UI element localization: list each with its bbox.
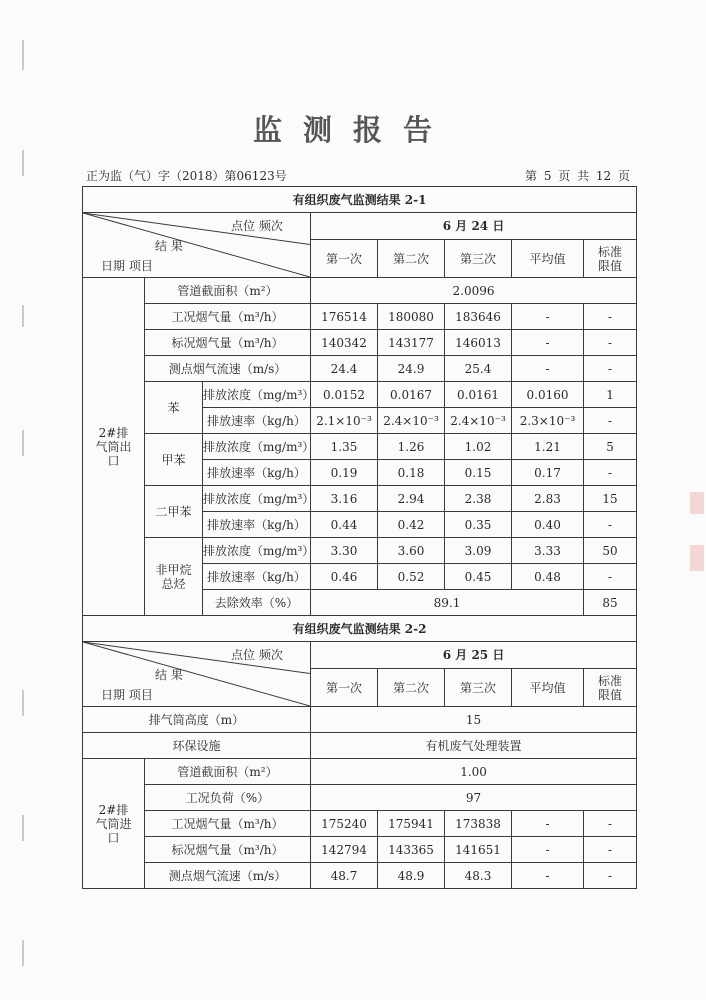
margin-mark — [22, 690, 24, 716]
page-info: 第 5 页 共 12 页 — [525, 169, 630, 183]
cell: - — [584, 863, 637, 889]
row-label: 工况烟气量（m³/h） — [145, 811, 311, 837]
row-label: 排放浓度（mg/m³） — [203, 538, 311, 564]
cell: - — [512, 863, 584, 889]
cell: 2.4×10⁻³ — [378, 408, 445, 434]
cell: - — [584, 460, 637, 486]
cell: 2.3×10⁻³ — [512, 408, 584, 434]
site-label: 2#排气筒出口 — [83, 278, 145, 616]
header-date: 日期 项目 — [101, 688, 153, 702]
cell: 0.45 — [445, 564, 512, 590]
cell: 3.09 — [445, 538, 512, 564]
cell: 0.15 — [445, 460, 512, 486]
cell: 1.35 — [311, 434, 378, 460]
pollutant-name: 苯 — [145, 382, 203, 434]
cell: - — [512, 356, 584, 382]
cell: 48.9 — [378, 863, 445, 889]
cell: 0.0167 — [378, 382, 445, 408]
row-label: 工况烟气量（m³/h） — [145, 304, 311, 330]
cell: - — [584, 811, 637, 837]
cell: 0.46 — [311, 564, 378, 590]
cell: 0.44 — [311, 512, 378, 538]
cell: 142794 — [311, 837, 378, 863]
margin-mark — [22, 305, 24, 327]
pollutant-name: 二甲苯 — [145, 486, 203, 538]
cell: 50 — [584, 538, 637, 564]
cell: 2.4×10⁻³ — [445, 408, 512, 434]
monitoring-results-table — [82, 186, 637, 889]
cell: 3.30 — [311, 538, 378, 564]
row-label: 排放浓度（mg/m³） — [203, 486, 311, 512]
column-header: 标准限值 — [584, 669, 637, 707]
cell: 1.26 — [378, 434, 445, 460]
cell: 146013 — [445, 330, 512, 356]
cell: 0.42 — [378, 512, 445, 538]
cell: 2.83 — [512, 486, 584, 512]
date-cell: 6 月 25 日 — [311, 642, 637, 669]
cell: - — [512, 304, 584, 330]
cell: 97 — [311, 785, 637, 811]
cell: - — [512, 330, 584, 356]
row-label: 排放浓度（mg/m³） — [203, 382, 311, 408]
row-label: 排气筒高度（m） — [83, 707, 311, 733]
row-label: 环保设施 — [83, 733, 311, 759]
cell: 0.48 — [512, 564, 584, 590]
cell: 2.0096 — [311, 278, 637, 304]
cell: 2.94 — [378, 486, 445, 512]
diagonal-header — [83, 642, 311, 707]
column-header: 标准限值 — [584, 240, 637, 278]
cell: 140342 — [311, 330, 378, 356]
cell: 3.33 — [512, 538, 584, 564]
cell: 5 — [584, 434, 637, 460]
row-label: 标况烟气量（m³/h） — [145, 837, 311, 863]
row-label: 管道截面积（m²） — [145, 278, 311, 304]
cell: 有机废气处理装置 — [311, 733, 637, 759]
cell: 0.0161 — [445, 382, 512, 408]
cell: 0.0152 — [311, 382, 378, 408]
header-frequency: 点位 频次 — [231, 219, 283, 233]
site-label: 2#排气筒进口 — [83, 759, 145, 889]
cell: 48.7 — [311, 863, 378, 889]
cell: 141651 — [445, 837, 512, 863]
cell: 143177 — [378, 330, 445, 356]
section-title-2-2: 有组织废气监测结果 2-2 — [83, 616, 637, 642]
cell: 183646 — [445, 304, 512, 330]
column-header: 平均值 — [512, 669, 584, 707]
cell: 3.60 — [378, 538, 445, 564]
date-cell: 6 月 24 日 — [311, 213, 637, 240]
cell: 2.1×10⁻³ — [311, 408, 378, 434]
diagonal-header — [83, 213, 311, 278]
row-label: 管道截面积（m²） — [145, 759, 311, 785]
margin-mark — [22, 815, 24, 841]
column-header: 第一次 — [311, 669, 378, 707]
cell: 0.0160 — [512, 382, 584, 408]
row-label: 排放浓度（mg/m³） — [203, 434, 311, 460]
margin-mark — [22, 150, 24, 176]
cell: 176514 — [311, 304, 378, 330]
cell: 89.1 — [311, 590, 584, 616]
margin-mark — [22, 40, 24, 70]
pollutant-name: 非甲烷总烃 — [145, 538, 203, 616]
column-header: 第三次 — [445, 669, 512, 707]
column-header: 第三次 — [445, 240, 512, 278]
row-label: 排放速率（kg/h） — [203, 408, 311, 434]
cell: - — [584, 512, 637, 538]
header-date: 日期 项目 — [101, 259, 153, 273]
cell: 0.18 — [378, 460, 445, 486]
cell: 180080 — [378, 304, 445, 330]
header-result: 结 果 — [155, 239, 183, 253]
cell: 175941 — [378, 811, 445, 837]
column-header: 第二次 — [378, 240, 445, 278]
seal-fragment — [690, 492, 704, 514]
cell: 48.3 — [445, 863, 512, 889]
cell: 1.21 — [512, 434, 584, 460]
margin-mark — [22, 940, 24, 966]
cell: 15 — [584, 486, 637, 512]
report-title: 监测报告 — [252, 113, 453, 147]
section-title-2-1: 有组织废气监测结果 2-1 — [83, 187, 637, 213]
row-label: 测点烟气流速（m/s） — [145, 356, 311, 382]
cell: 0.40 — [512, 512, 584, 538]
cell: 24.9 — [378, 356, 445, 382]
cell: - — [584, 564, 637, 590]
row-label: 排放速率（kg/h） — [203, 512, 311, 538]
cell: - — [512, 837, 584, 863]
cell: 173838 — [445, 811, 512, 837]
row-label: 排放速率（kg/h） — [203, 460, 311, 486]
margin-mark — [22, 430, 24, 456]
cell: 1.02 — [445, 434, 512, 460]
row-label: 测点烟气流速（m/s） — [145, 863, 311, 889]
cell: - — [512, 811, 584, 837]
cell: 1 — [584, 382, 637, 408]
cell: 1.00 — [311, 759, 637, 785]
cell: 24.4 — [311, 356, 378, 382]
column-header: 平均值 — [512, 240, 584, 278]
cell: - — [584, 330, 637, 356]
row-label: 去除效率（%） — [203, 590, 311, 616]
column-header: 第一次 — [311, 240, 378, 278]
document-number: 正为监（气）字（2018）第06123号 — [86, 169, 287, 183]
row-label: 排放速率（kg/h） — [203, 564, 311, 590]
pollutant-name: 甲苯 — [145, 434, 203, 486]
header-result: 结 果 — [155, 668, 183, 682]
column-header: 第二次 — [378, 669, 445, 707]
cell: 3.16 — [311, 486, 378, 512]
row-label: 标况烟气量（m³/h） — [145, 330, 311, 356]
cell: - — [584, 304, 637, 330]
row-label: 工况负荷（%） — [145, 785, 311, 811]
cell: 85 — [584, 590, 637, 616]
cell: 15 — [311, 707, 637, 733]
cell: 2.38 — [445, 486, 512, 512]
cell: - — [584, 408, 637, 434]
cell: 175240 — [311, 811, 378, 837]
cell: - — [584, 356, 637, 382]
cell: 0.35 — [445, 512, 512, 538]
cell: 0.19 — [311, 460, 378, 486]
cell: 0.52 — [378, 564, 445, 590]
seal-fragment — [690, 545, 704, 571]
cell: 0.17 — [512, 460, 584, 486]
cell: - — [584, 837, 637, 863]
cell: 143365 — [378, 837, 445, 863]
header-frequency: 点位 频次 — [231, 648, 283, 662]
cell: 25.4 — [445, 356, 512, 382]
